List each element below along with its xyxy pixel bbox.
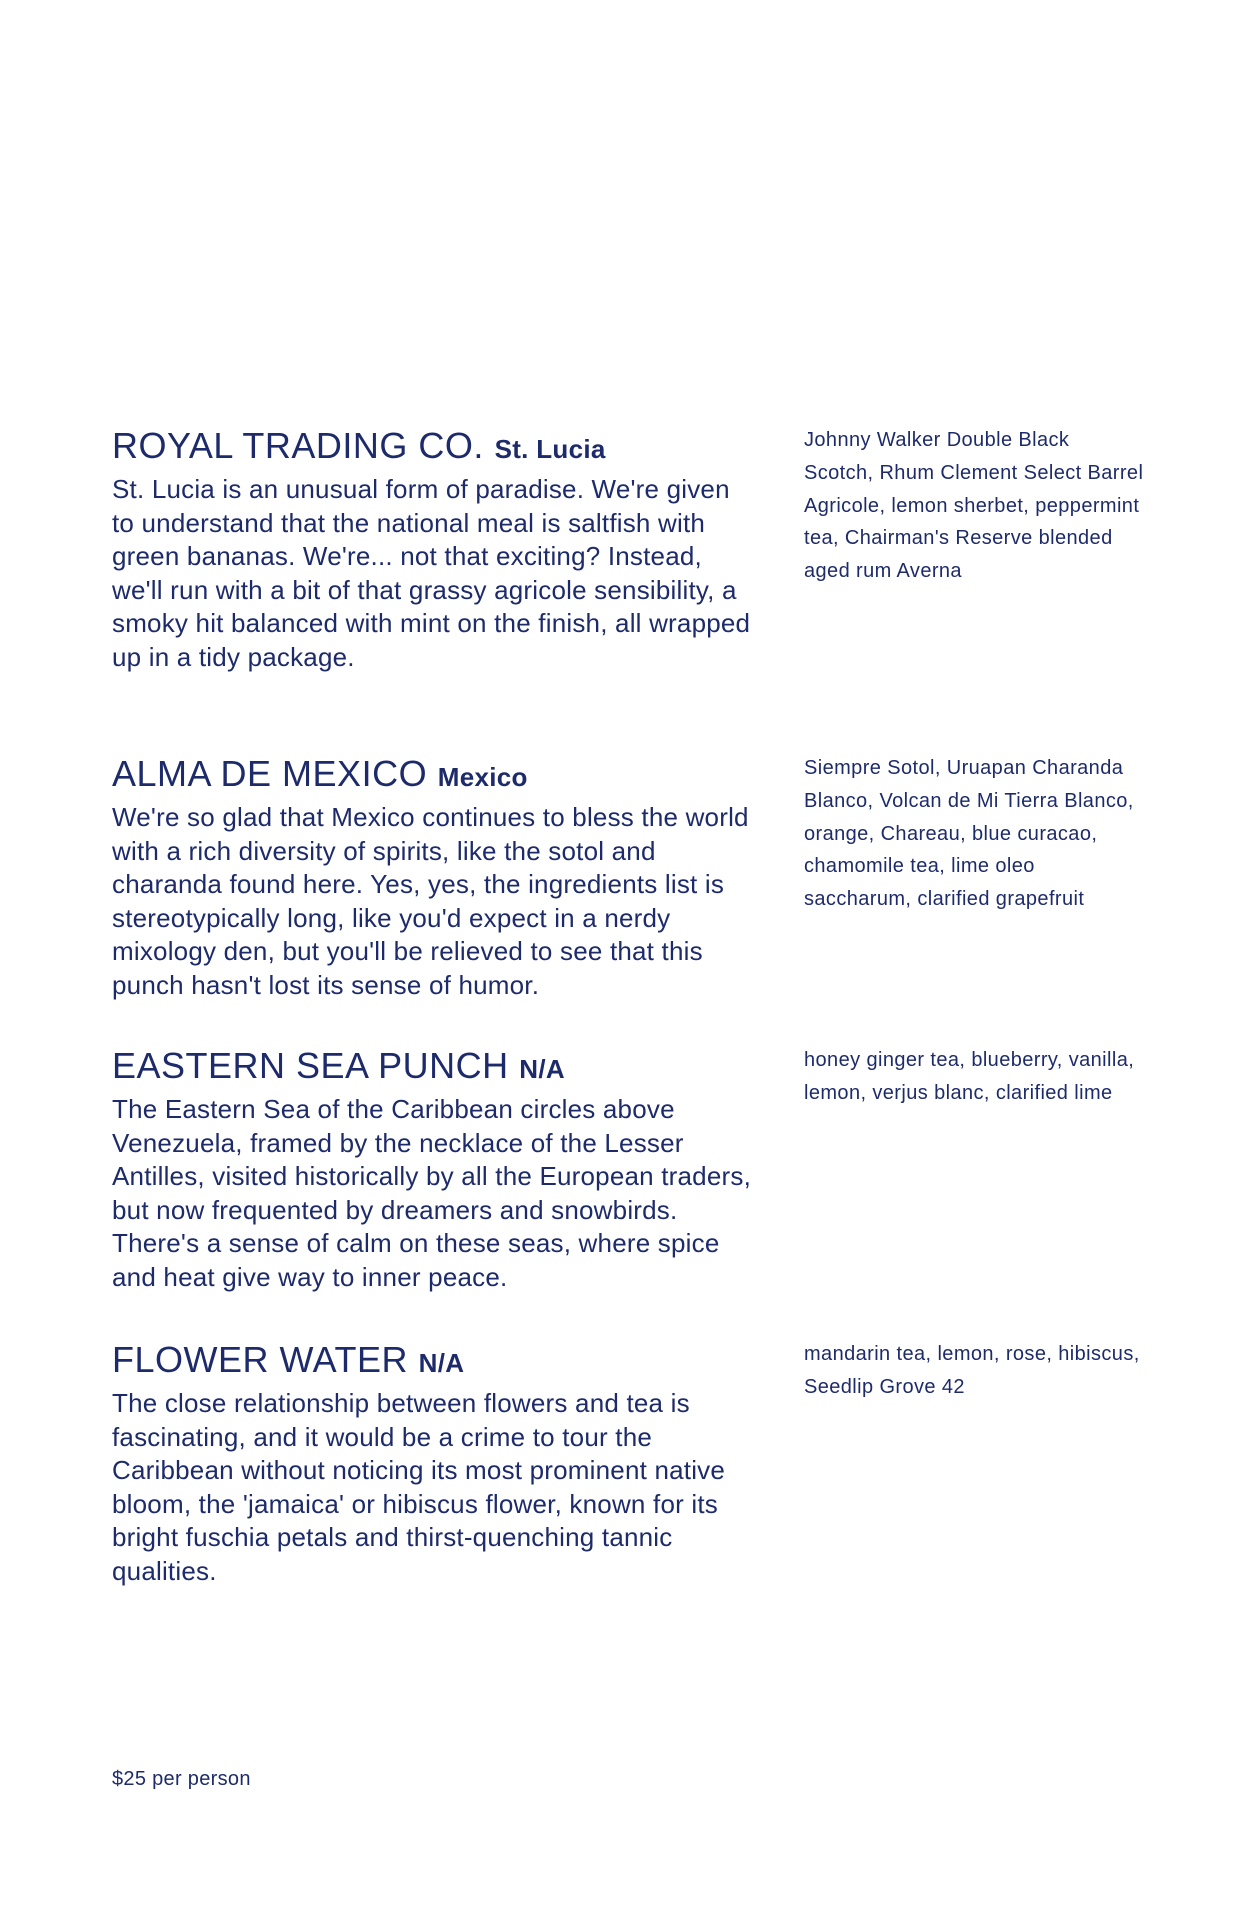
item-description: The Eastern Sea of the Caribbean circles above Venezuela, framed by the necklace of the Lesser Antilles, visited historically by all the European traders, but now frequented by dreamers and snowbirds. There's a sense of calm on these seas, where spice and heat give way to inner peace. <box>112 1094 751 1292</box>
item-title <box>112 424 752 473</box>
item-ingredients: Siempre Sotol, Uruapan Charanda Blanco, Volcan de Mi Tierra Blanco, orange, Chareau, blue curacao, chamomile tea, lime oleo saccharum, clarified grapefruit <box>804 757 1134 911</box>
item-origin: N/A <box>519 1054 565 1084</box>
item-title <box>112 752 752 801</box>
price-per-person: $25 per person <box>112 1768 251 1790</box>
item-title <box>112 1338 752 1387</box>
item-description: The close relationship between flowers and tea is fascinating, and it would be a crime to tour the Caribbean without noticing its most prominent native bloom, the 'jamaica' or hibiscus flower, known for its bright fuschia petals and thirst-quenching tannic qualities. <box>112 1388 726 1586</box>
item-origin: N/A <box>418 1348 465 1378</box>
item-name: ALMA DE MEXICO <box>112 753 428 794</box>
item-ingredients: honey ginger tea, blueberry, vanilla, lemon, verjus blanc, clarified lime <box>804 1049 1135 1104</box>
item-ingredients: Johnny Walker Double Black Scotch, Rhum Clement Select Barrel Agricole, lemon sherbet, peppermint tea, Chairman's Reserve blended aged rum Averna <box>804 429 1144 583</box>
item-description-column <box>112 1044 752 1295</box>
item-name: FLOWER WATER <box>112 1339 408 1380</box>
item-name: ROYAL TRADING CO. <box>112 425 484 466</box>
item-title <box>112 1044 752 1093</box>
item-origin: St. Lucia <box>494 434 606 464</box>
item-description: We're so glad that Mexico continues to bless the world with a rich diversity of spirits, like the sotol and charanda found here. Yes, yes, the ingredients list is stereotypically long, like you'd expect in a nerdy mixology den, but you'll be relieved to see that this punch hasn't lost its sense of humor. <box>112 802 749 1000</box>
item-name: EASTERN SEA PUNCH <box>112 1045 509 1086</box>
item-description-column <box>112 424 752 675</box>
item-ingredients: mandarin tea, lemon, rose, hibiscus, Seedlip Grove 42 <box>804 1343 1140 1398</box>
item-description-column <box>112 752 752 1003</box>
item-origin: Mexico <box>437 762 528 792</box>
item-description-column <box>112 1338 752 1589</box>
item-description: St. Lucia is an unusual form of paradise. We're given to understand that the national meal is saltfish with green bananas. We're... not that exciting? Instead, we'll run with a bit of that grassy agricole sensibility, a smoky hit balanced with mint on the finish, all wrapped up in a tidy package. <box>112 474 751 672</box>
